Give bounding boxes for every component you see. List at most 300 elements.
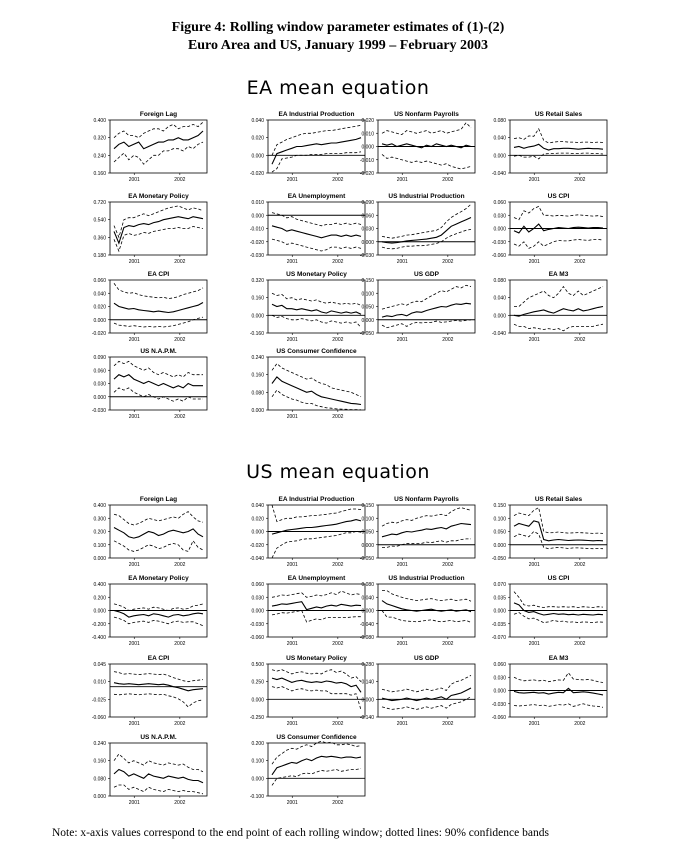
ea-us-industrial-production-estimate-line (382, 218, 471, 244)
us-us-monetary-policy-ytick-label: 0.500 (251, 662, 264, 668)
us-us-n-a-p-m-xtick-label: 2002 (174, 800, 186, 806)
us-ea-m3-ytick-label: -0.030 (491, 701, 506, 708)
ea-us-cpi-upper-band-line (514, 206, 603, 219)
us-ea-m3-estimate-line (514, 688, 603, 695)
ea-us-industrial-production-frame (378, 202, 475, 255)
us-ea-monetary-policy-xtick-label: 2001 (128, 641, 140, 647)
us-section-title: US mean equation (246, 461, 430, 483)
us-us-consumer-confidence-lower-band-line (272, 769, 361, 786)
us-us-retail-sales-frame (510, 505, 607, 558)
ea-us-retail-sales-title: US Retail Sales (534, 111, 583, 118)
ea-ea-m3-ytick-label: 0.000 (493, 313, 506, 320)
ea-ea-unemployment-xtick-label: 2002 (332, 259, 344, 265)
ea-us-retail-sales-panel (492, 111, 607, 183)
us-us-industrial-production-ytick-label: -0.080 (359, 635, 374, 641)
us-us-cpi-ytick-label: 0.070 (493, 582, 506, 588)
us-foreign-lag-ytick-label: 0.300 (93, 516, 106, 523)
ea-foreign-lag-xtick-label: 2001 (128, 177, 140, 183)
ea-ea-m3-ytick-label: 0.080 (493, 278, 506, 284)
us-us-industrial-production-upper-band-line (382, 591, 471, 602)
us-ea-m3-ytick-label: 0.030 (493, 675, 506, 682)
us-us-industrial-production-ytick-label: -0.040 (359, 621, 374, 628)
figure-note: Note: x-axis values correspond to the end point of each rolling window; dotted lines: 90% confidence bands (52, 827, 549, 839)
ea-ea-monetary-policy-ytick-label: 0.360 (93, 235, 106, 242)
us-us-monetary-policy-xtick-label: 2001 (286, 721, 298, 727)
us-ea-monetary-policy-upper-band-line (114, 604, 203, 611)
us-us-n-a-p-m-estimate-line (114, 770, 203, 783)
us-us-retail-sales-xtick-label: 2002 (574, 562, 586, 568)
ea-ea-cpi-estimate-line (114, 303, 203, 313)
us-us-cpi-xtick-label: 2002 (574, 641, 586, 647)
us-ea-m3-lower-band-line (514, 704, 603, 708)
us-us-industrial-production-panel (360, 575, 475, 647)
us-ea-industrial-production-title: EA Industrial Production (278, 496, 355, 503)
ea-us-consumer-confidence-ytick-label: 0.000 (251, 408, 264, 414)
us-us-cpi-ytick-label: -0.035 (491, 621, 506, 628)
ea-us-industrial-production-ytick-label: 0.090 (361, 200, 374, 206)
ea-ea-unemployment-ytick-label: -0.030 (249, 253, 264, 259)
us-ea-industrial-production-panel (250, 496, 365, 568)
us-ea-unemployment-upper-band-line (272, 591, 361, 597)
ea-us-nonfarm-payrolls-panel (360, 111, 475, 183)
us-ea-monetary-policy-ytick-label: 0.400 (93, 582, 106, 588)
ea-foreign-lag-ytick-label: 0.400 (93, 118, 106, 124)
ea-us-gdp-ytick-label: 0.050 (361, 304, 374, 311)
ea-us-industrial-production-ytick-label: -0.030 (359, 253, 374, 259)
us-ea-m3-ytick-label: 0.060 (493, 662, 506, 668)
ea-us-n-a-p-m-xtick-label: 2001 (128, 414, 140, 420)
us-us-industrial-production-lower-band-line (382, 611, 471, 623)
us-ea-monetary-policy-lower-band-line (114, 617, 203, 626)
us-us-monetary-policy-ytick-label: 0.250 (251, 679, 264, 686)
ea-us-n-a-p-m-ytick-label: 0.090 (93, 355, 106, 361)
us-us-monetary-policy-panel (250, 655, 365, 727)
us-ea-cpi-title: EA CPI (147, 655, 170, 662)
ea-ea-monetary-policy-ytick-label: 0.540 (93, 217, 106, 224)
ea-us-cpi-ytick-label: 0.060 (493, 200, 506, 206)
us-us-gdp-xtick-label: 2001 (396, 721, 408, 727)
ea-ea-unemployment-xtick-label: 2001 (286, 259, 298, 265)
ea-us-gdp-xtick-label: 2002 (442, 337, 454, 343)
ea-us-n-a-p-m-title: US N.A.P.M. (140, 348, 177, 355)
ea-us-consumer-confidence-lower-band-line (272, 390, 361, 410)
ea-us-cpi-ytick-label: 0.000 (493, 226, 506, 233)
ea-us-retail-sales-ytick-label: 0.040 (493, 135, 506, 142)
ea-ea-unemployment-ytick-label: 0.000 (251, 213, 264, 220)
us-us-n-a-p-m-title: US N.A.P.M. (140, 734, 177, 741)
us-ea-cpi-ytick-label: 0.045 (93, 662, 106, 668)
ea-us-consumer-confidence-xtick-label: 2001 (286, 414, 298, 420)
ea-ea-industrial-production-estimate-line (272, 138, 361, 165)
ea-us-gdp-upper-band-line (382, 285, 471, 309)
us-foreign-lag-estimate-line (114, 528, 203, 539)
ea-us-cpi-xtick-label: 2001 (528, 259, 540, 265)
ea-us-consumer-confidence-xtick-label: 2002 (332, 414, 344, 420)
ea-foreign-lag-panel (93, 111, 207, 183)
us-us-retail-sales-title: US Retail Sales (534, 496, 583, 503)
ea-us-consumer-confidence-upper-band-line (272, 364, 361, 397)
figure-title-line-1: Figure 4: Rolling window parameter estimates of (1)-(2) (171, 20, 505, 35)
ea-ea-m3-xtick-label: 2002 (574, 337, 586, 343)
ea-us-monetary-policy-xtick-label: 2001 (286, 337, 298, 343)
ea-ea-m3-title: EA M3 (548, 271, 569, 278)
ea-us-cpi-lower-band-line (514, 240, 603, 249)
ea-ea-monetary-policy-frame (110, 202, 207, 255)
us-ea-industrial-production-ytick-label: 0.000 (251, 529, 264, 536)
ea-us-nonfarm-payrolls-ytick-label: 0.010 (361, 131, 374, 138)
ea-ea-industrial-production-ytick-label: 0.040 (251, 118, 264, 124)
us-us-nonfarm-payrolls-xtick-label: 2002 (442, 562, 454, 568)
us-us-consumer-confidence-ytick-label: -0.100 (249, 794, 264, 800)
ea-ea-m3-lower-band-line (514, 324, 603, 331)
us-us-nonfarm-payrolls-ytick-label: 0.050 (361, 529, 374, 536)
us-ea-monetary-policy-ytick-label: 0.200 (93, 595, 106, 602)
us-ea-cpi-ytick-label: 0.010 (93, 679, 106, 686)
ea-us-retail-sales-ytick-label: 0.080 (493, 118, 506, 124)
us-us-cpi-ytick-label: 0.000 (493, 608, 506, 615)
ea-foreign-lag-frame (110, 120, 207, 173)
us-us-monetary-policy-ytick-label: 0.000 (251, 697, 264, 704)
us-ea-monetary-policy-panel (92, 575, 207, 647)
us-us-nonfarm-payrolls-xtick-label: 2001 (396, 562, 408, 568)
ea-us-nonfarm-payrolls-lower-band-line (382, 154, 471, 169)
ea-ea-cpi-ytick-label: -0.020 (91, 331, 106, 337)
ea-us-n-a-p-m-upper-band-line (114, 361, 203, 377)
us-ea-unemployment-xtick-label: 2002 (332, 641, 344, 647)
ea-us-industrial-production-ytick-label: 0.060 (361, 213, 374, 220)
us-us-n-a-p-m-panel (93, 734, 207, 806)
us-us-consumer-confidence-ytick-label: 0.000 (251, 776, 264, 783)
ea-us-industrial-production-title: US Industrial Production (388, 193, 465, 200)
us-us-cpi-ytick-label: -0.070 (491, 635, 506, 641)
ea-us-nonfarm-payrolls-title: US Nonfarm Payrolls (394, 111, 459, 118)
us-us-nonfarm-payrolls-ytick-label: 0.000 (361, 542, 374, 549)
ea-us-industrial-production-ytick-label: 0.000 (361, 239, 374, 246)
ea-us-retail-sales-ytick-label: 0.000 (493, 153, 506, 160)
us-ea-unemployment-panel (250, 575, 365, 647)
ea-us-n-a-p-m-frame (110, 357, 207, 410)
us-us-retail-sales-ytick-label: 0.100 (493, 516, 506, 523)
ea-foreign-lag-ytick-label: 0.160 (93, 171, 106, 177)
ea-us-consumer-confidence-ytick-label: 0.080 (251, 390, 264, 397)
ea-us-monetary-policy-lower-band-line (272, 315, 361, 327)
us-ea-industrial-production-ytick-label: 0.020 (251, 516, 264, 523)
us-us-gdp-ytick-label: 0.000 (361, 697, 374, 704)
ea-us-gdp-title: US GDP (414, 271, 439, 278)
ea-ea-m3-ytick-label: -0.040 (491, 331, 506, 337)
us-us-gdp-panel (360, 655, 475, 727)
us-us-cpi-panel (492, 575, 607, 647)
ea-us-cpi-ytick-label: -0.060 (491, 253, 506, 259)
us-us-cpi-upper-band-line (514, 592, 603, 608)
us-ea-unemployment-ytick-label: 0.000 (251, 608, 264, 615)
ea-ea-industrial-production-xtick-label: 2002 (332, 177, 344, 183)
ea-us-monetary-policy-ytick-label: 0.000 (251, 313, 264, 320)
us-ea-unemployment-estimate-line (272, 602, 361, 610)
us-us-monetary-policy-title: US Monetary Policy (286, 655, 347, 662)
us-us-consumer-confidence-panel (250, 734, 365, 806)
ea-us-retail-sales-lower-band-line (514, 153, 603, 159)
us-us-retail-sales-xtick-label: 2001 (528, 562, 540, 568)
us-us-retail-sales-panel (492, 496, 607, 568)
us-foreign-lag-xtick-label: 2002 (174, 562, 186, 568)
us-ea-monetary-policy-ytick-label: -0.200 (91, 621, 106, 628)
ea-us-industrial-production-xtick-label: 2002 (442, 259, 454, 265)
ea-us-n-a-p-m-lower-band-line (114, 388, 203, 401)
ea-us-n-a-p-m-ytick-label: -0.030 (91, 408, 106, 414)
ea-foreign-lag-title: Foreign Lag (139, 111, 178, 118)
ea-us-n-a-p-m-panel (92, 348, 207, 420)
us-us-monetary-policy-lower-band-line (272, 687, 361, 710)
us-us-consumer-confidence-upper-band-line (272, 741, 361, 764)
us-us-nonfarm-payrolls-ytick-label: 0.150 (361, 503, 374, 509)
ea-ea-industrial-production-ytick-label: 0.000 (251, 153, 264, 160)
us-us-gdp-title: US GDP (414, 655, 439, 662)
us-us-n-a-p-m-upper-band-line (114, 754, 203, 772)
ea-ea-m3-panel (492, 271, 607, 343)
ea-ea-monetary-policy-estimate-line (114, 217, 203, 244)
ea-us-cpi-ytick-label: -0.030 (491, 239, 506, 246)
ea-us-nonfarm-payrolls-ytick-label: -0.020 (359, 171, 374, 177)
ea-ea-monetary-policy-xtick-label: 2001 (128, 259, 140, 265)
us-us-nonfarm-payrolls-panel (360, 496, 475, 568)
us-ea-unemployment-lower-band-line (272, 611, 361, 623)
ea-us-gdp-lower-band-line (382, 320, 471, 328)
us-us-n-a-p-m-ytick-label: 0.080 (93, 776, 106, 783)
ea-us-n-a-p-m-ytick-label: 0.030 (93, 381, 106, 388)
us-us-n-a-p-m-lower-band-line (114, 785, 203, 794)
ea-ea-unemployment-ytick-label: -0.010 (249, 226, 264, 233)
ea-us-nonfarm-payrolls-xtick-label: 2001 (396, 177, 408, 183)
us-ea-monetary-policy-ytick-label: 0.000 (93, 608, 106, 615)
ea-section-title: EA mean equation (246, 77, 430, 99)
us-us-industrial-production-ytick-label: 0.000 (361, 608, 374, 615)
ea-ea-m3-xtick-label: 2001 (528, 337, 540, 343)
us-us-nonfarm-payrolls-upper-band-line (382, 508, 471, 527)
us-ea-unemployment-ytick-label: 0.030 (251, 595, 264, 602)
us-foreign-lag-lower-band-line (114, 541, 203, 552)
ea-ea-m3-estimate-line (514, 307, 603, 317)
us-us-consumer-confidence-ytick-label: 0.200 (251, 741, 264, 747)
us-us-gdp-upper-band-line (382, 675, 471, 691)
us-us-retail-sales-upper-band-line (514, 508, 603, 534)
ea-us-cpi-panel (492, 193, 607, 265)
ea-ea-industrial-production-ytick-label: 0.020 (251, 135, 264, 142)
ea-us-gdp-ytick-label: 0.150 (361, 278, 374, 284)
us-us-industrial-production-ytick-label: 0.040 (361, 595, 374, 602)
us-us-n-a-p-m-xtick-label: 2001 (128, 800, 140, 806)
us-ea-cpi-ytick-label: -0.060 (91, 715, 106, 721)
ea-us-nonfarm-payrolls-xtick-label: 2002 (442, 177, 454, 183)
us-ea-monetary-policy-xtick-label: 2002 (174, 641, 186, 647)
us-foreign-lag-title: Foreign Lag (139, 496, 178, 503)
ea-us-consumer-confidence-frame (268, 357, 365, 410)
us-ea-m3-ytick-label: -0.060 (491, 715, 506, 721)
ea-us-monetary-policy-estimate-line (272, 304, 361, 314)
ea-ea-m3-upper-band-line (514, 287, 603, 307)
ea-us-retail-sales-estimate-line (514, 144, 603, 150)
us-ea-m3-upper-band-line (514, 673, 603, 683)
us-ea-monetary-policy-ytick-label: -0.400 (91, 635, 106, 641)
us-foreign-lag-panel (93, 496, 207, 568)
us-us-monetary-policy-ytick-label: -0.250 (249, 715, 264, 721)
ea-ea-monetary-policy-ytick-label: 0.720 (93, 200, 106, 206)
ea-us-cpi-ytick-label: 0.030 (493, 213, 506, 220)
us-foreign-lag-xtick-label: 2001 (128, 562, 140, 568)
us-us-monetary-policy-xtick-label: 2002 (332, 721, 344, 727)
ea-ea-industrial-production-lower-band-line (272, 152, 361, 172)
ea-us-n-a-p-m-xtick-label: 2002 (174, 414, 186, 420)
us-us-cpi-estimate-line (514, 603, 603, 615)
us-us-retail-sales-ytick-label: 0.000 (493, 542, 506, 549)
ea-us-industrial-production-xtick-label: 2001 (396, 259, 408, 265)
us-us-industrial-production-xtick-label: 2001 (396, 641, 408, 647)
us-us-nonfarm-payrolls-lower-band-line (382, 539, 471, 548)
ea-us-nonfarm-payrolls-estimate-line (382, 144, 471, 148)
us-us-cpi-xtick-label: 2001 (528, 641, 540, 647)
ea-us-retail-sales-frame (510, 120, 607, 173)
us-ea-industrial-production-ytick-label: -0.020 (249, 542, 264, 549)
us-us-industrial-production-title: US Industrial Production (388, 575, 465, 582)
us-foreign-lag-ytick-label: 0.100 (93, 542, 106, 549)
ea-ea-monetary-policy-ytick-label: 0.180 (93, 253, 106, 259)
us-ea-m3-panel (492, 655, 607, 727)
ea-us-consumer-confidence-panel (251, 348, 365, 420)
ea-us-industrial-production-ytick-label: 0.030 (361, 226, 374, 233)
ea-ea-unemployment-lower-band-line (272, 239, 361, 251)
ea-us-n-a-p-m-ytick-label: 0.000 (93, 394, 106, 401)
us-us-gdp-ytick-label: 0.280 (361, 662, 374, 668)
us-ea-cpi-xtick-label: 2001 (128, 721, 140, 727)
ea-us-nonfarm-payrolls-ytick-label: -0.010 (359, 157, 374, 164)
us-us-gdp-ytick-label: -0.140 (359, 715, 374, 721)
us-ea-cpi-lower-band-line (114, 694, 203, 707)
us-us-retail-sales-ytick-label: 0.150 (493, 503, 506, 509)
us-us-consumer-confidence-frame (268, 743, 365, 796)
ea-ea-industrial-production-panel (250, 111, 365, 183)
ea-ea-industrial-production-frame (268, 120, 365, 173)
us-us-cpi-title: US CPI (547, 575, 570, 582)
ea-us-n-a-p-m-estimate-line (114, 375, 203, 388)
ea-ea-cpi-ytick-label: 0.060 (93, 278, 106, 284)
us-us-retail-sales-ytick-label: -0.050 (491, 556, 506, 562)
us-us-gdp-estimate-line (382, 688, 471, 701)
us-us-nonfarm-payrolls-ytick-label: 0.100 (361, 516, 374, 523)
ea-us-monetary-policy-title: US Monetary Policy (286, 271, 347, 278)
us-us-consumer-confidence-xtick-label: 2001 (286, 800, 298, 806)
ea-ea-unemployment-panel (250, 193, 365, 265)
us-ea-industrial-production-lower-band-line (272, 532, 361, 559)
ea-ea-unemployment-ytick-label: -0.020 (249, 239, 264, 246)
figure-title-line-2: Euro Area and US, January 1999 – February 2003 (187, 38, 489, 53)
us-ea-m3-xtick-label: 2002 (574, 721, 586, 727)
ea-ea-cpi-upper-band-line (114, 283, 203, 298)
us-us-gdp-ytick-label: 0.140 (361, 679, 374, 686)
ea-ea-monetary-policy-lower-band-line (114, 227, 203, 252)
us-ea-industrial-production-xtick-label: 2002 (332, 562, 344, 568)
us-ea-m3-ytick-label: 0.000 (493, 688, 506, 695)
ea-foreign-lag-ytick-label: 0.320 (93, 135, 106, 142)
ea-ea-industrial-production-xtick-label: 2001 (286, 177, 298, 183)
us-us-retail-sales-estimate-line (514, 521, 603, 541)
ea-ea-unemployment-ytick-label: 0.010 (251, 200, 264, 206)
ea-us-consumer-confidence-ytick-label: 0.240 (251, 355, 264, 361)
ea-ea-cpi-xtick-label: 2001 (128, 337, 140, 343)
ea-us-monetary-policy-ytick-label: -0.160 (249, 331, 264, 337)
us-us-n-a-p-m-ytick-label: 0.000 (93, 794, 106, 800)
ea-us-nonfarm-payrolls-upper-band-line (382, 123, 471, 135)
us-ea-cpi-frame (110, 664, 207, 717)
us-ea-cpi-ytick-label: -0.025 (91, 697, 106, 704)
us-us-nonfarm-payrolls-estimate-line (382, 524, 471, 537)
us-foreign-lag-ytick-label: 0.000 (93, 556, 106, 562)
ea-us-monetary-policy-upper-band-line (272, 293, 361, 305)
us-us-consumer-confidence-xtick-label: 2002 (332, 800, 344, 806)
us-ea-industrial-production-upper-band-line (272, 505, 361, 522)
ea-us-gdp-ytick-label: -0.050 (359, 331, 374, 337)
us-us-nonfarm-payrolls-ytick-label: -0.050 (359, 556, 374, 562)
ea-ea-m3-frame (510, 280, 607, 333)
us-ea-unemployment-xtick-label: 2001 (286, 641, 298, 647)
ea-us-gdp-estimate-line (382, 303, 471, 317)
us-ea-cpi-upper-band-line (114, 672, 203, 682)
ea-ea-cpi-title: EA CPI (147, 271, 170, 278)
us-ea-cpi-panel (92, 655, 207, 727)
ea-ea-cpi-ytick-label: 0.000 (93, 317, 106, 324)
us-us-industrial-production-xtick-label: 2002 (442, 641, 454, 647)
ea-us-retail-sales-xtick-label: 2002 (574, 177, 586, 183)
us-ea-industrial-production-xtick-label: 2001 (286, 562, 298, 568)
us-us-n-a-p-m-ytick-label: 0.240 (93, 741, 106, 747)
us-us-consumer-confidence-title: US Consumer Confidence (276, 734, 357, 741)
ea-ea-m3-ytick-label: 0.040 (493, 295, 506, 302)
ea-us-cpi-xtick-label: 2002 (574, 259, 586, 265)
ea-ea-industrial-production-title: EA Industrial Production (278, 111, 355, 118)
ea-ea-cpi-xtick-label: 2002 (174, 337, 186, 343)
us-us-nonfarm-payrolls-frame (378, 505, 475, 558)
ea-ea-monetary-policy-title: EA Monetary Policy (128, 193, 189, 200)
us-us-gdp-lower-band-line (382, 697, 471, 710)
us-ea-unemployment-ytick-label: -0.060 (249, 635, 264, 641)
ea-us-industrial-production-upper-band-line (382, 204, 471, 238)
us-ea-m3-title: EA M3 (548, 655, 569, 662)
ea-ea-cpi-panel (92, 271, 207, 343)
ea-ea-industrial-production-ytick-label: -0.020 (249, 171, 264, 177)
ea-us-n-a-p-m-ytick-label: 0.060 (93, 368, 106, 375)
us-us-cpi-ytick-label: 0.035 (493, 595, 506, 602)
ea-ea-unemployment-estimate-line (272, 226, 361, 238)
ea-us-gdp-panel (360, 271, 475, 343)
us-us-gdp-xtick-label: 2002 (442, 721, 454, 727)
ea-us-nonfarm-payrolls-ytick-label: 0.000 (361, 144, 374, 151)
ea-us-monetary-policy-panel (250, 271, 365, 343)
ea-us-consumer-confidence-ytick-label: 0.160 (251, 372, 264, 379)
us-ea-m3-xtick-label: 2001 (528, 721, 540, 727)
us-us-retail-sales-ytick-label: 0.050 (493, 529, 506, 536)
us-us-consumer-confidence-estimate-line (272, 756, 361, 775)
ea-us-retail-sales-ytick-label: -0.040 (491, 171, 506, 177)
ea-foreign-lag-ytick-label: 0.240 (93, 153, 106, 160)
ea-us-monetary-policy-ytick-label: 0.160 (251, 295, 264, 302)
ea-ea-cpi-lower-band-line (114, 317, 203, 327)
ea-ea-unemployment-title: EA Unemployment (287, 193, 346, 200)
us-ea-monetary-policy-estimate-line (114, 611, 203, 618)
us-foreign-lag-ytick-label: 0.200 (93, 529, 106, 536)
ea-us-gdp-ytick-label: 0.000 (361, 317, 374, 324)
us-ea-unemployment-ytick-label: 0.060 (251, 582, 264, 588)
us-foreign-lag-upper-band-line (114, 512, 203, 525)
ea-us-monetary-policy-xtick-label: 2002 (332, 337, 344, 343)
